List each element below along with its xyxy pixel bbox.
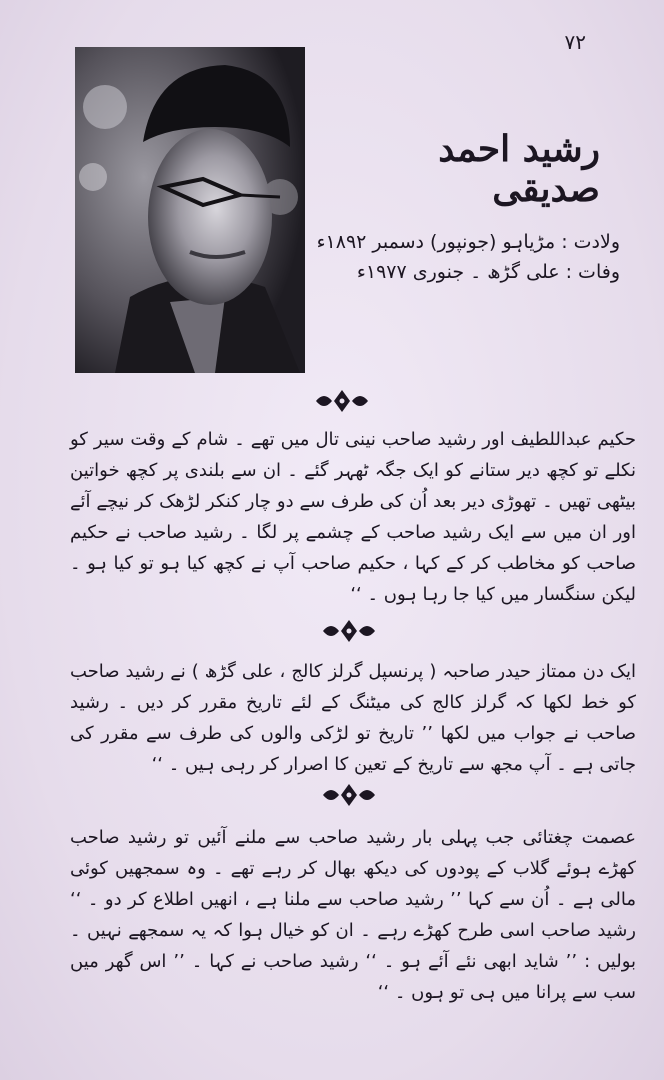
page-number: ۷۲ (564, 30, 586, 54)
paragraph-text: حکیم عبداللطیف اور رشید صاحب نینی تال میں تھے ۔ شام کے وقت سیر کو نکلے تو کچھ دیر ستانے کو ایک جگہ ٹھہر گئے ۔ ان سے بلندی پر کچھ خواتین بیٹھی تھیں ۔ تھوڑی دیر بعد اُن کی طرف سے دو چار کنکر لڑھک کر نیچے آئے اور ان میں سے ایک رشید صاحب کے چشمے پر لگا ۔ رشید صاحب نے حکیم صاحب کو مخاطب کر کے کہا ، حکیم صاحب آپ نے کچھ کیا ہو تو کیا ہو ۔ لیکن سنگسار میں کیا جا رہا ہوں ۔ ‘‘ (70, 429, 636, 605)
author-name: رشید احمد صدیقی (438, 128, 600, 210)
paragraph-text: ایک دن ممتاز حیدر صاحبہ ( پرنسپل گرلز کالج ، علی گڑھ ) نے رشید صاحب کو خط لکھا کہ گرلز کالج کی میٹنگ کے لئے تاریخ مقرر کر دیں ۔ رشید صاحب نے جواب میں لکھا ’’ تاریخ تو لڑکی والوں کی طرف سے مقرر کی جاتی ہے ۔ آپ مجھ سے تاریخ کے تعین کا اصرار کر رہی ہیں ۔ ‘‘ (70, 661, 636, 775)
bio-block (316, 128, 620, 287)
death-line: وفات : علی گڑھ ۔ جنوری ۱۹۷۷ء (356, 261, 620, 284)
paragraph-text: عصمت چغتائی جب پہلی بار رشید صاحب سے ملنے آئیں تو رشید صاحب کھڑے ہوئے گلاب کے پودوں کی دیکھ بھال کر رہے تھے ۔ وہ سمجھیں کوئی مالی ہے ۔ اُن سے کہا ’’ رشید صاحب سے ملنا ہے ، انھیں اطلاع کر دو ۔ ‘‘ رشید صاحب اسی طرح کھڑے رہے ۔ ان کو خیال ہوا کہ یہ سمجھے نہیں ۔ بولیں : ’’ شاید ابھی نئے آئے ہو ۔ ‘‘ رشید صاحب نے کہا ۔ ’’ اس گھر میں سب سے پرانا میں ہی تو ہوں ۔ ‘‘ (70, 827, 636, 1003)
anecdote-paragraph-1 (70, 424, 636, 610)
anecdote-paragraph-3 (70, 822, 636, 1008)
portrait-photo (75, 47, 305, 373)
anecdote-paragraph-2 (70, 656, 636, 780)
ornament-divider-icon (321, 618, 377, 644)
ornament-divider-icon (321, 782, 377, 808)
ornament-divider-icon (314, 388, 370, 414)
birth-line: ولادت : مڑیاہو (جونپور) دسمبر ۱۸۹۲ء (316, 231, 620, 254)
